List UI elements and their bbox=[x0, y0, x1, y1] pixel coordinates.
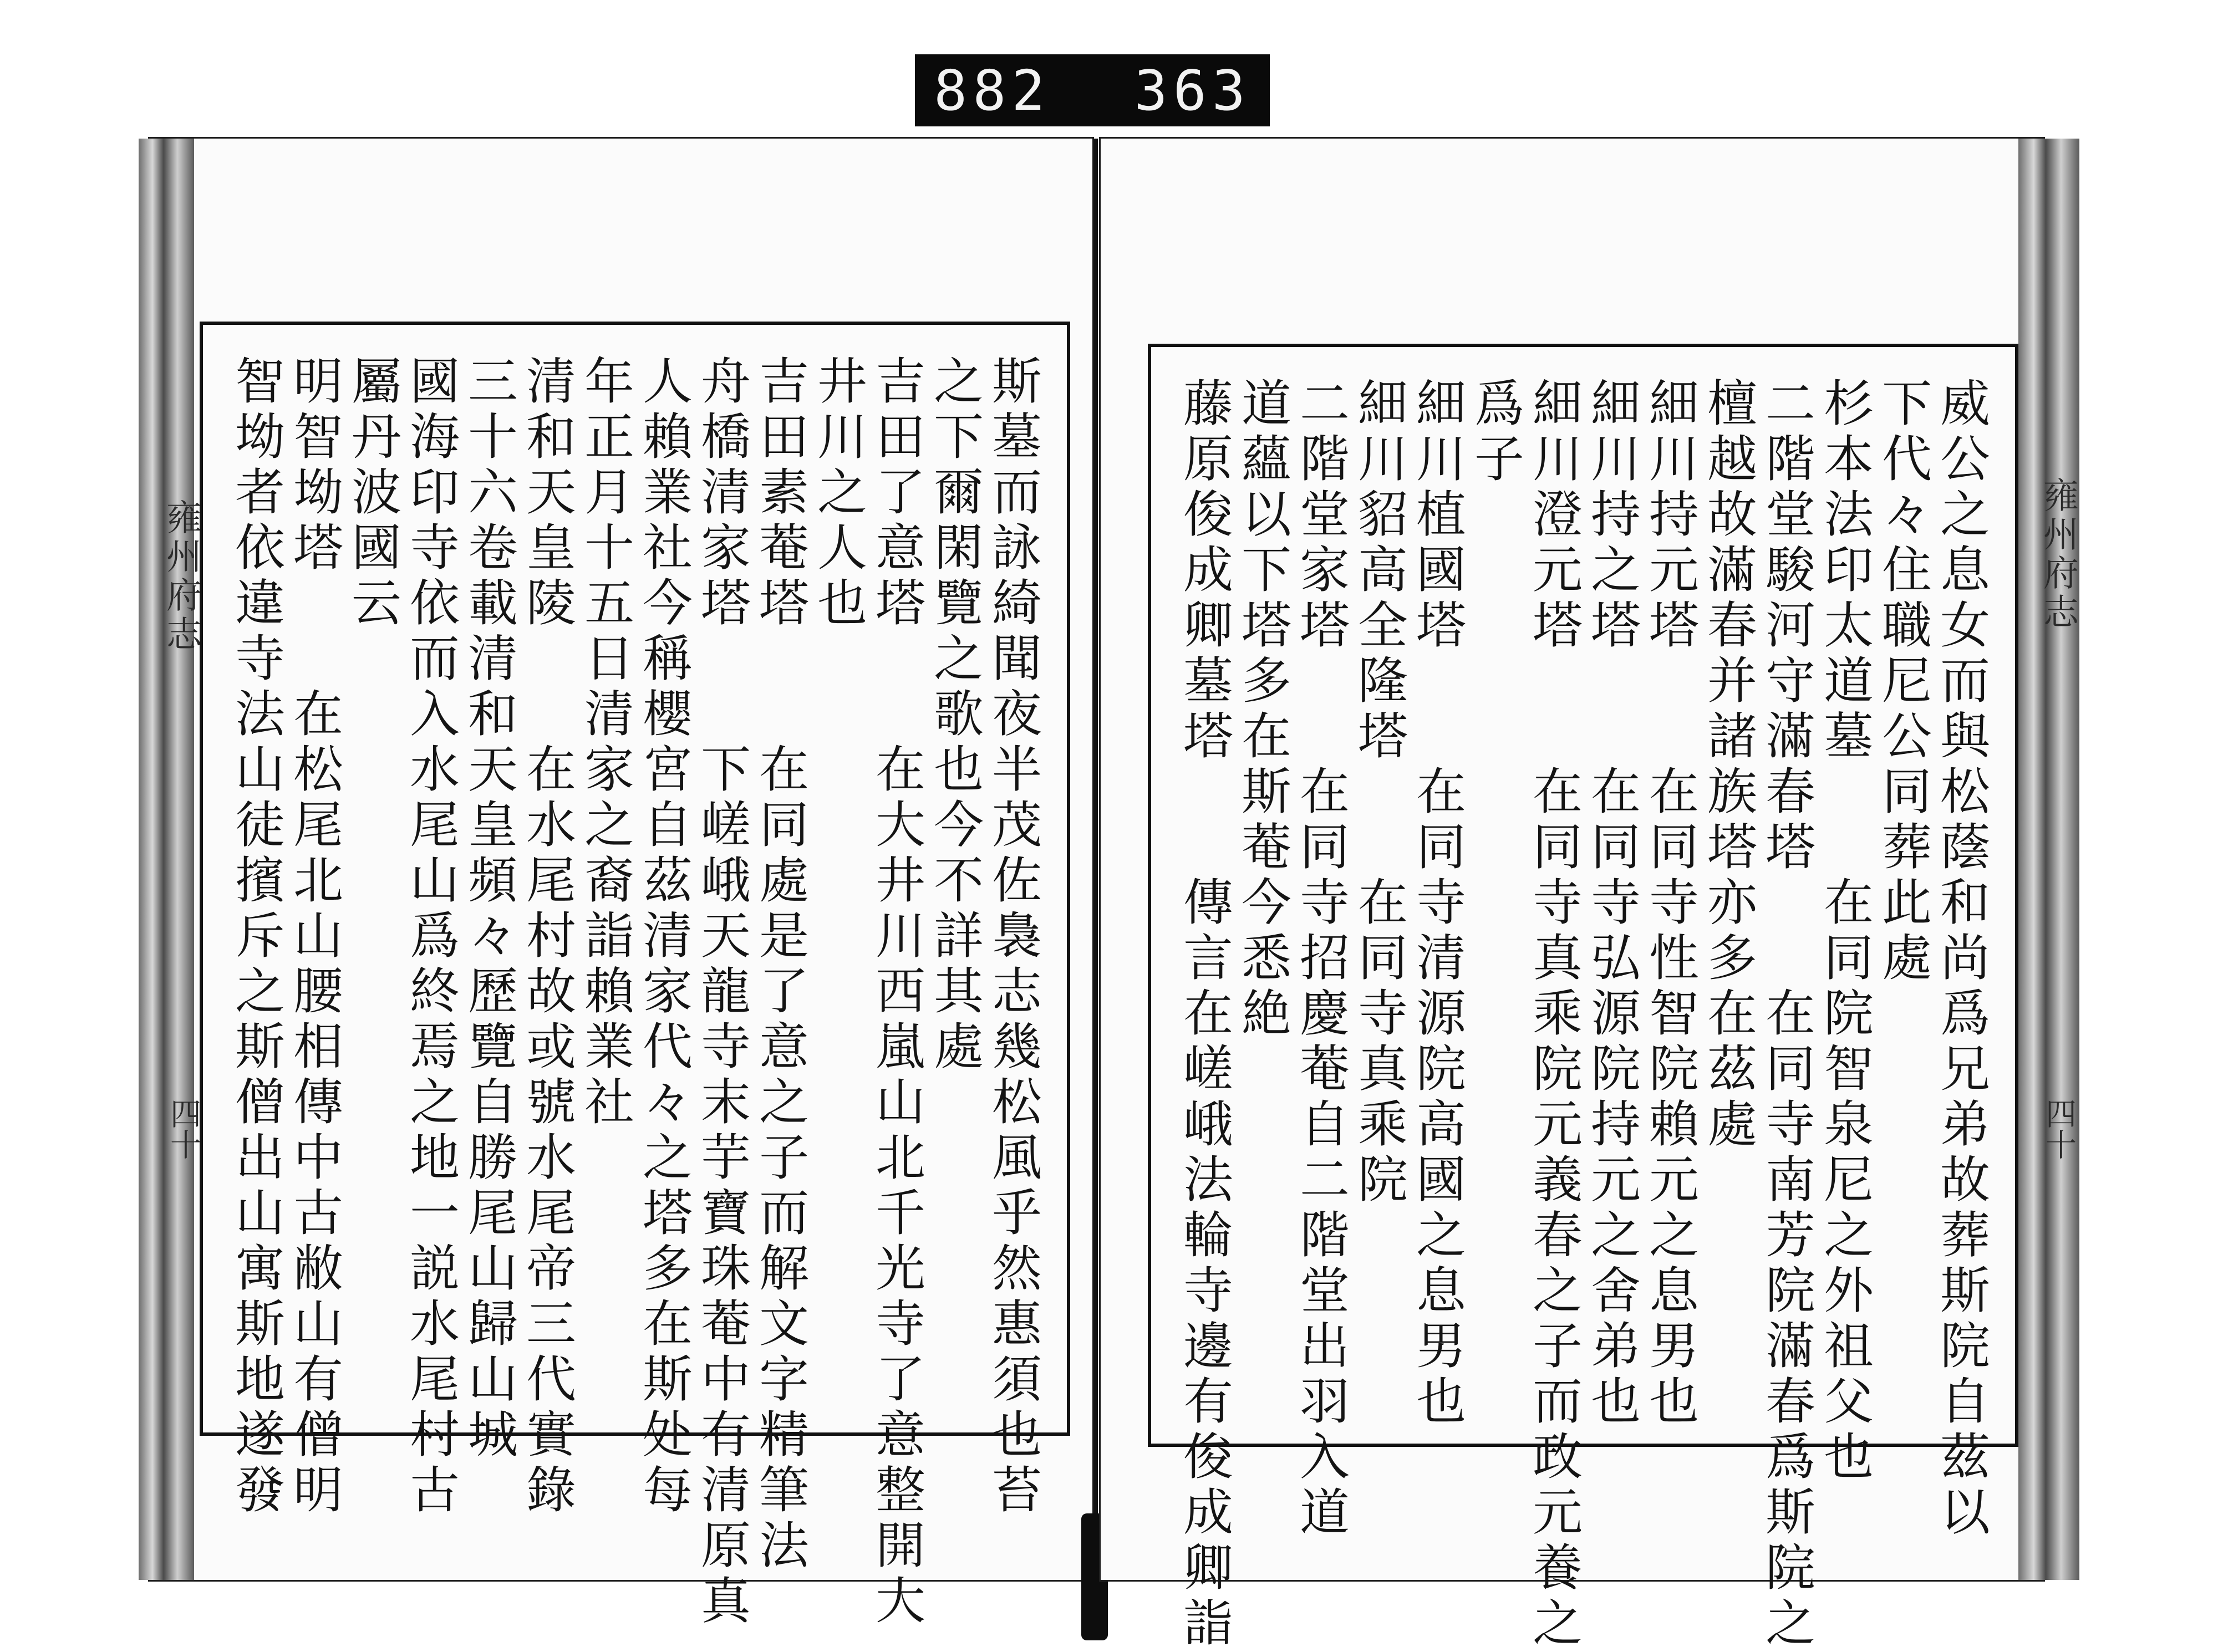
left-column-1: 斯墓而詠綺聞夜半茂佐裊志幾松風乎然惠須也苔 bbox=[983, 355, 1041, 1519]
right-column-10: 細川植國塔 在同寺清源院高國之息男也 bbox=[1407, 377, 1466, 1430]
right-column-14: 藤原俊成卿墓塔 傳言在嵯峨法輪寺邊有俊成卿詣 bbox=[1174, 377, 1233, 1652]
left-column-3: 吉田了意塔 在大井川西嵐山北千光寺了意整開大 bbox=[867, 355, 925, 1630]
left-column-7: 人賴業社今稱櫻宮自茲清家代々之塔多在斯处每 bbox=[634, 355, 692, 1519]
left-column-9: 清和天皇陵 在水尾村故或號水尾帝三代實錄 bbox=[517, 355, 576, 1519]
left-column-8: 年正月十五日清家之裔詣賴業社 bbox=[576, 355, 634, 1131]
scan-label-right-number: 363 bbox=[1134, 58, 1251, 123]
right-column-5: 檀越故滿春并諸族塔亦多在茲處 bbox=[1698, 377, 1757, 1153]
right-column-12: 二階堂家塔 在同寺招慶菴自二階堂出羽入道 bbox=[1291, 377, 1349, 1541]
left-column-5: 吉田素菴塔 在同處是了意之子而解文字精筆法 bbox=[750, 355, 808, 1574]
right-column-2: 下代々住職尼公同葬此處 bbox=[1873, 377, 1931, 987]
right-column-1: 威公之息女而與松蔭和尚爲兄弟故葬斯院自茲以 bbox=[1931, 377, 1990, 1541]
right-column-7: 細川持之塔 在同寺弘源院持元之舍弟也 bbox=[1582, 377, 1640, 1430]
right-page-edge bbox=[2018, 139, 2079, 1580]
left-column-2: 之下爾閑覽之歌也今不詳其處 bbox=[925, 355, 983, 1075]
left-column-4: 井川之人也 bbox=[808, 355, 867, 632]
left-column-10: 三十六卷載清和天皇頻々歷覽自勝尾山歸山城 bbox=[459, 355, 517, 1464]
left-margin-title: 雍州府志 bbox=[160, 499, 201, 654]
right-column-3: 杉本法印太道墓 在同院智泉尼之外祖父也 bbox=[1815, 377, 1873, 1486]
right-column-9: 爲子 bbox=[1466, 377, 1524, 488]
left-column-14: 智坳者依違寺法山徒擯斥之斯僧出山寓斯地遂發 bbox=[226, 355, 284, 1519]
right-column-6: 細川持元塔 在同寺性智院賴元之息男也 bbox=[1640, 377, 1698, 1430]
scan-label-left-number: 882 bbox=[934, 58, 1051, 123]
right-column-11: 細川貂高全隆塔 在同寺真乘院 bbox=[1349, 377, 1407, 1209]
center-gutter-line bbox=[1093, 139, 1098, 1580]
right-margin-title: 雍州府志 bbox=[2037, 477, 2078, 632]
left-column-12: 屬丹波國云 bbox=[343, 355, 401, 632]
scan-label bbox=[915, 54, 1270, 126]
right-page-number: 四十 bbox=[2041, 1098, 2077, 1160]
left-page-number: 四十 bbox=[165, 1098, 201, 1160]
left-column-11: 國海印寺依而入水尾山爲終焉之地一説水尾村古 bbox=[401, 355, 459, 1519]
right-column-13: 道蘊以下塔多在斯菴今悉絶 bbox=[1233, 377, 1291, 1042]
right-column-4: 二階堂駿河守滿春塔 在同寺南芳院滿春爲斯院之 bbox=[1757, 377, 1815, 1652]
left-page-edge bbox=[139, 139, 194, 1580]
left-column-6: 舟橋清家塔 下嵯峨天龍寺末芋寶珠菴中有清原真 bbox=[692, 355, 750, 1630]
right-column-8: 細川澄元塔 在同寺真乘院元義春之子而政元養之 bbox=[1524, 377, 1582, 1652]
left-column-13: 明智坳塔 在松尾北山腰相傳中古敝山有僧明 bbox=[284, 355, 343, 1519]
